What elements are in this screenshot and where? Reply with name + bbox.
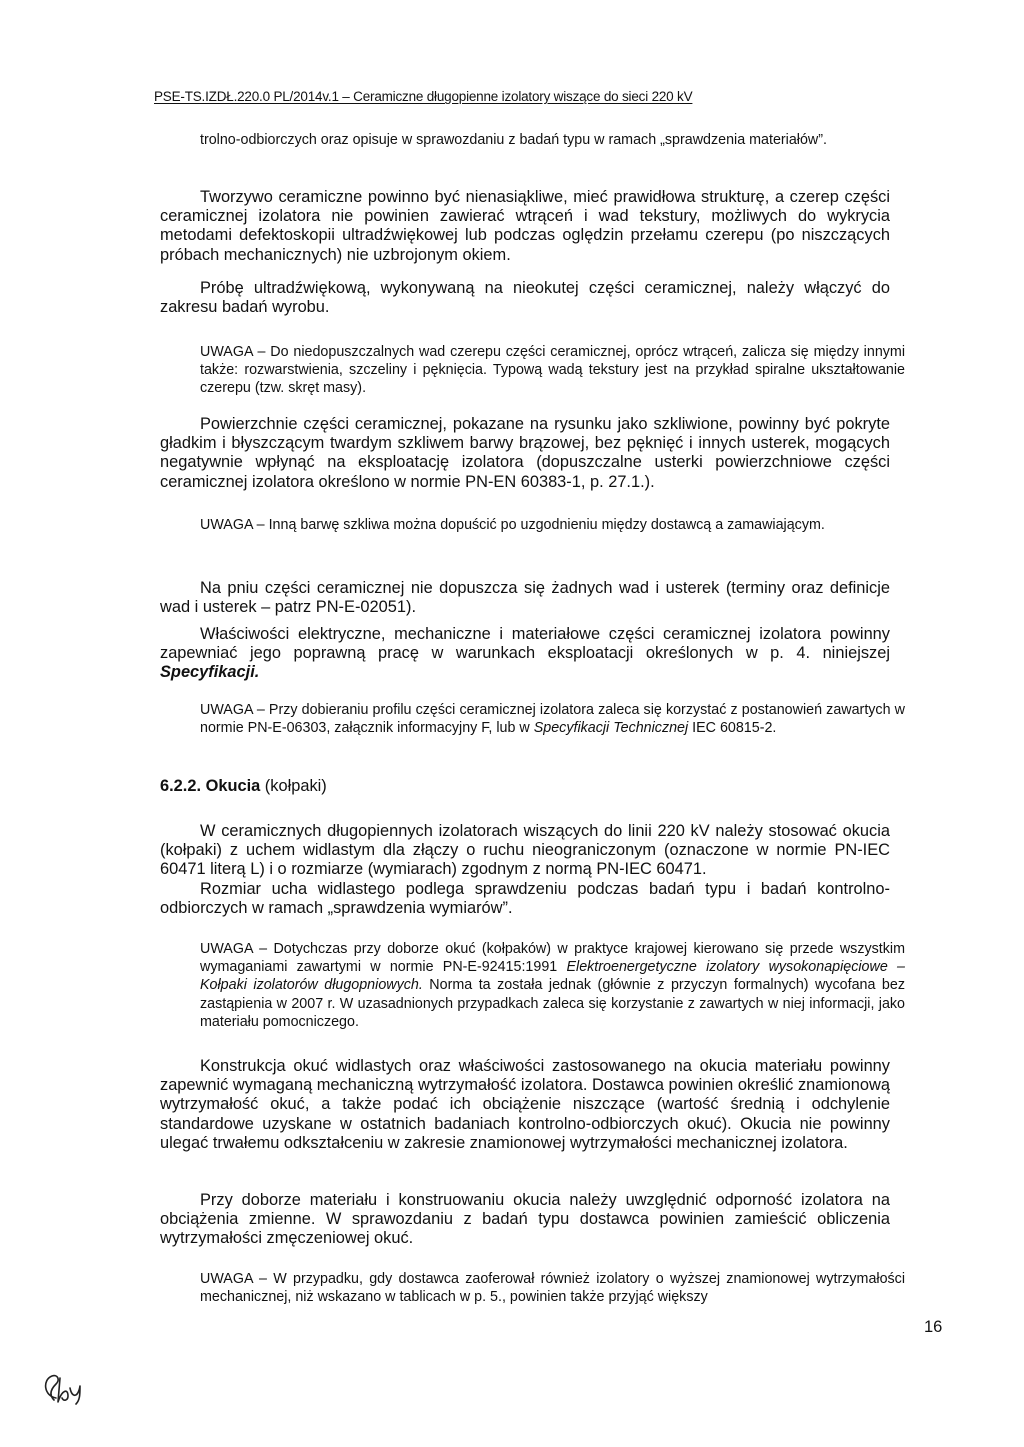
note-higher-strength: UWAGA – W przypadku, gdy dostawca zaoferował również izolatory o wyższej znamionowej wytrzymałości mechanicznej, niż wskazano w tablicach w p. 5., powinien także przyjąć większy xyxy=(200,1271,905,1306)
properties-text: Właściwości elektryczne, mechaniczne i materiałowe części ceramicznej izolatora powinny zapewniać jego poprawną pracę w warunkach eksploatacji określonych w p. 4. niniejszej xyxy=(160,625,890,663)
paragraph-fitting-construction: Konstrukcja okuć widlastych oraz właściwości zastosowanego na okucia materiału powinny zapewnić wymaganą mechaniczną wytrzymałość izolatora. Dostawca powinien określić znamionową wytrzymałość okuć, a także podać ich obciążenie niszczące (wartość średnią i odchylenie standardowe uzyskane w ostatnich badaniach kontrolno-odbiorczych okuć). Okucia nie powinny ulegać trwałemu odkształceniu w zakresie znamionowej wytrzymałości mechanicznej izolatora. xyxy=(160,1057,890,1152)
paragraph-materials-check: trolno-odbiorczych oraz opisuje w sprawozdaniu z badań typu w ramach „sprawdzenia materiałów”. xyxy=(200,132,827,148)
section-heading xyxy=(160,777,327,796)
section-number: 6.2.2. xyxy=(160,777,202,795)
running-header: PSE-TS.IZDŁ.220.0 PL/2014v.1 – Ceramiczne długopienne izolatory wiszące do sieci 220 kV xyxy=(154,89,693,104)
paragraph-properties xyxy=(160,625,890,683)
note-cap-selection xyxy=(200,940,905,1031)
section-title-rest: (kołpaki) xyxy=(260,777,327,795)
paragraph-clevis-size: Rozmiar ucha widlastego podlega sprawdzeniu podczas badań typu i badań kontrolno-odbiorczych w ramach „sprawdzenia wymiarów”. xyxy=(160,880,890,918)
paragraph-ultrasonic-test: Próbę ultradźwiękową, wykonywaną na nieokutej części ceramicznej, należy włączyć do zakresu badań wyrobu. xyxy=(160,279,890,317)
note-cap-text: UWAGA – Dotychczas przy doborze okuć (kołpaków) w praktyce krajowej kierowano się przede wszystkim wymaganiami zawartymi w normie PN-E-92415:1991 xyxy=(200,941,905,976)
specification-reference: Specyfikacji. xyxy=(160,663,260,682)
section-title-bold: Okucia xyxy=(205,777,261,795)
handwritten-initials xyxy=(34,1368,94,1408)
note-cap-rest: Norma ta została jednak (głównie z przyczyn formalnych) wycofana bez zastąpienia w 2007 r. W uzasadnionych przypadkach zaleca się korzystanie z zawartych w niej informacji, jako materiału pomocniczego. xyxy=(200,977,905,1030)
paragraph-caps-fittings: W ceramicznych długopiennych izolatorach wiszących do linii 220 kV należy stosować okucia (kołpaki) z uchem widlastym dla złączy o ruchu nieograniczonym (oznaczone w normie PN-IEC 60471 literą L) i o rozmiarze (wymiarach) zgodnym z normą PN-IEC 60471. xyxy=(160,822,890,879)
paragraph-glaze-surfaces: Powierzchnie części ceramicznej, pokazane na rysunku jako szkliwione, powinny być pokryte gładkim i błyszczącym twardym szkliwem barwy brązowej, bez pęknięć i innych usterek, mogących negatywnie wpłynąć na eksploatację izolatora (dopuszczalne usterki powierzchniowe części ceramicznej izolatora określono w normie PN-EN 60383-1, p. 27.1.). xyxy=(160,415,890,491)
paragraph-fatigue-strength: Przy doborze materiału i konstruowaniu okucia należy uwzględnić odporność izolatora na obciążenia zmienne. W sprawozdaniu z badań typu dostawca powinien zamieścić obliczenia wytrzymałości zmęczeniowej okuć. xyxy=(160,1191,890,1248)
paragraph-ceramic-material: Tworzywo ceramiczne powinno być nienasiąkliwe, mieć prawidłowa strukturę, a czerep części ceramicznej izolatora nie powinien zawierać wtrąceń i wad tekstury, możliwych do wykrycia metodami defektoskopii ultradźwiękowej lub podczas oględzin przełamu czerepu (po niszczących próbach mechanicznych) nie uzbrojonym okiem. xyxy=(160,188,890,264)
technical-spec-reference: Specyfikacji Technicznej xyxy=(533,720,689,737)
note-profile-standard: IEC 60815-2. xyxy=(688,720,777,737)
standard-title: Elektroenergetyczne izolatory wysokonapięciowe – Kołpaki izolatorów długopniowych. xyxy=(200,959,905,994)
note-profile-text: UWAGA – Przy dobieraniu profilu części ceramicznej izolatora zaleca się korzystać z postanowień zawartych w normie PN-E-06303, załącznik informacyjny F, lub w xyxy=(200,702,905,737)
note-glaze-colour: UWAGA – Inną barwę szkliwa można dopuścić po uzgodnieniu między dostawcą a zamawiającym. xyxy=(200,517,825,533)
paragraph-shank-defects: Na pniu części ceramicznej nie dopuszcza się żadnych wad i usterek (terminy oraz definicje wad i usterek – patrz PN-E-02051). xyxy=(160,579,890,617)
note-profile-selection xyxy=(200,701,905,737)
note-body-defects: UWAGA – Do niedopuszczalnych wad czerepu części ceramicznej, oprócz wtrąceń, zalicza się między innymi także: rozwarstwienia, szczeliny i pęknięcia. Typową wadą tekstury jest na przykład spiralne ukształtowanie czerepu (tzw. skręt masy). xyxy=(200,344,905,397)
page-number: 16 xyxy=(924,1318,943,1336)
